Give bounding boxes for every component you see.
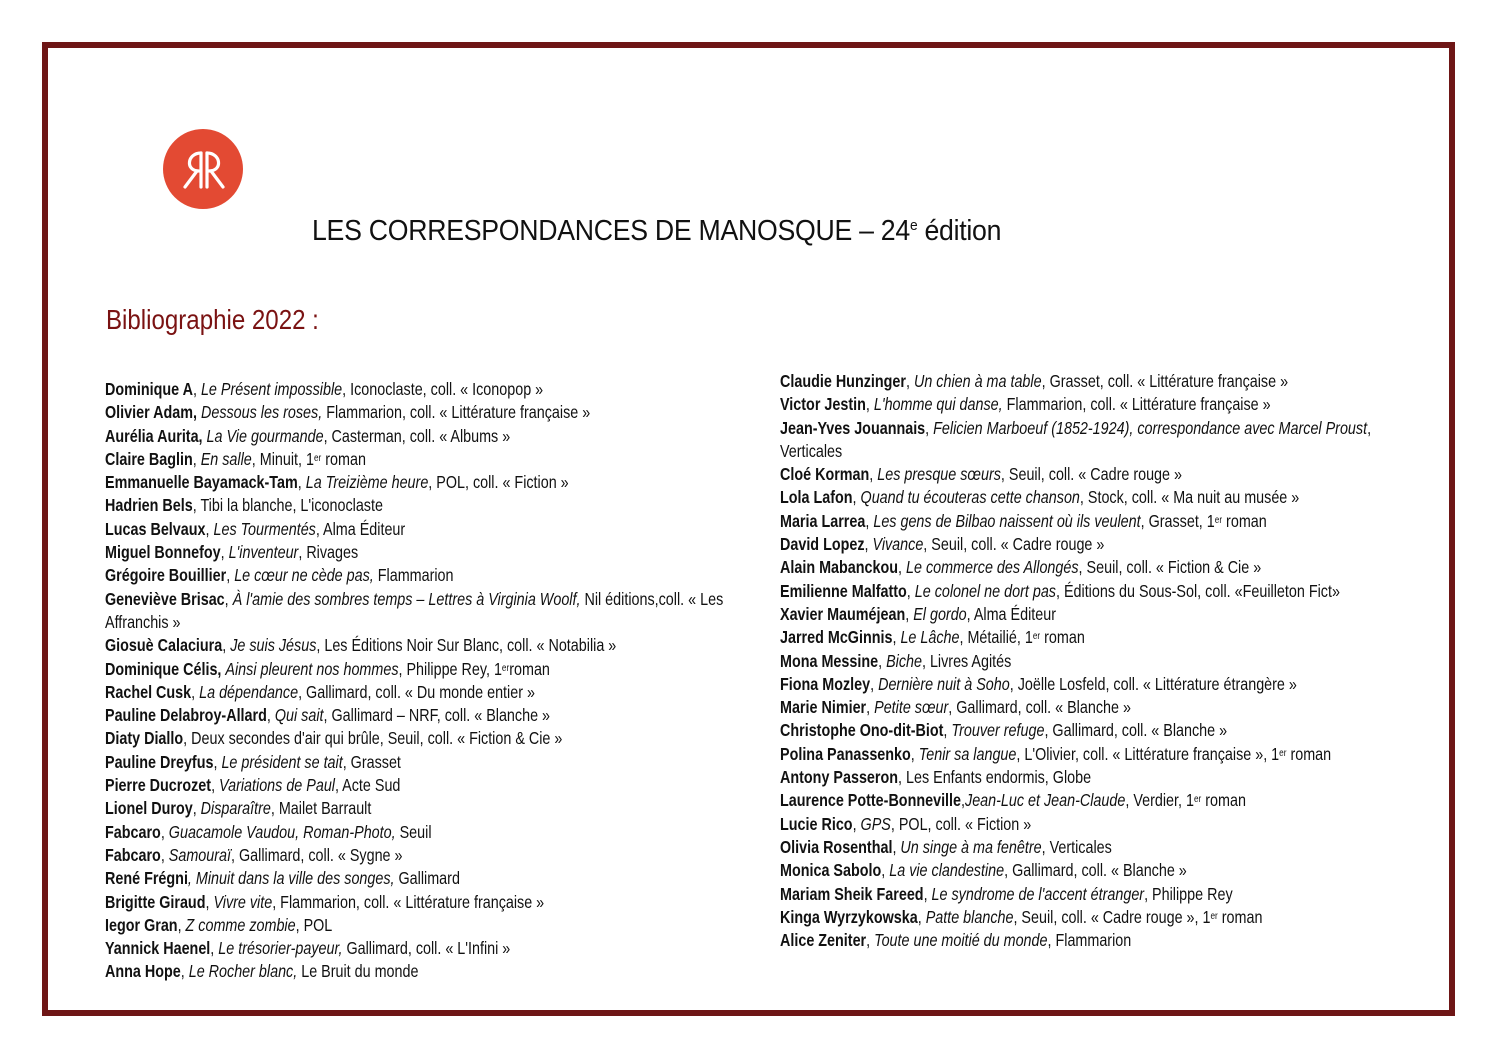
entry-author: René Frégni (105, 868, 188, 889)
bibliography-entry (105, 494, 630, 517)
entry-separator: , (213, 751, 222, 772)
entry-author: Alain Mabanckou (780, 557, 899, 578)
bibliography-entry (780, 883, 1338, 906)
bibliography-entry (105, 658, 630, 681)
entry-publisher: , Iconoclaste, coll. « Iconopop » (342, 379, 544, 399)
bibliography-entry (780, 836, 1338, 859)
entry-author: Xavier Mauméjean (780, 603, 906, 624)
entry-book-title: Disparaître (200, 798, 271, 819)
entry-author: Diaty Diallo (105, 728, 184, 749)
entry-author: Lola Lafon (780, 487, 853, 508)
entry-separator: , (910, 743, 919, 764)
entry-publisher: , Seuil, coll. « Cadre rouge », 1 (1013, 906, 1211, 927)
bibliography-entry (105, 844, 630, 867)
entry-publisher: , Éditions du Sous-Sol, coll. «Feuilleton Fict» (1055, 580, 1340, 601)
entry-publisher: , Verdier, 1 (1125, 790, 1194, 811)
entry-publisher: Deux secondes d'air qui brûle, Seuil, coll. « Fiction & Cie » (191, 728, 563, 749)
entry-separator: , (864, 534, 873, 555)
bibliography-entry (105, 774, 630, 797)
entry-book-title: Vivance (872, 534, 924, 555)
entry-separator: , (892, 836, 901, 857)
bibliography-entry (105, 914, 630, 937)
entry-separator: , (866, 930, 875, 951)
bibliography-entry (780, 789, 1338, 812)
entry-author: Laurence Potte-Bonneville (780, 790, 962, 811)
entry-separator: , (866, 697, 875, 718)
entry-publisher: , POL, coll. « Fiction » (428, 472, 569, 493)
bibliography-entry (780, 929, 1338, 952)
entry-author: Lionel Duroy (105, 798, 193, 819)
entry-book-title: Dernière nuit à Soho (878, 673, 1010, 694)
entry-superscript: er (313, 452, 322, 464)
entry-author: Fiona Mozley (780, 673, 871, 694)
entry-separator: , (852, 813, 861, 834)
entry-publisher: , Livres Agités (921, 650, 1012, 671)
entry-author: Yannick Haenel (105, 938, 211, 959)
entry-publisher: , Grasset (342, 751, 401, 772)
entry-publisher: Nil éditions,coll. « Les Affranchis » (105, 588, 724, 632)
entry-superscript: er (1210, 910, 1218, 922)
bibliography-entry (780, 743, 1338, 766)
entry-book-title: Petite sœur (874, 697, 949, 718)
entry-suffix: roman (1040, 627, 1085, 648)
entry-separator: , (905, 603, 914, 624)
entry-author: Anna Hope (105, 961, 181, 982)
entry-book-title: L'homme qui danse, (873, 394, 1003, 415)
entry-publisher: Flammarion, coll. « Littérature française » (322, 402, 591, 423)
entry-publisher: Flammarion, coll. « Littérature française » (1002, 394, 1271, 415)
page-title: LES CORRESPONDANCES DE MANOSQUE – 24e édition (312, 215, 1002, 247)
entry-author: Giosuè Calaciura (105, 635, 223, 656)
entry-book-title: Vivre vite (213, 891, 273, 912)
bibliography-entry (780, 463, 1338, 486)
entry-separator: , (943, 720, 952, 741)
entry-book-title: Le Présent impossible (200, 379, 343, 399)
entry-separator: , (180, 961, 189, 982)
entry-author: Fabcaro (105, 844, 161, 865)
entry-publisher: , Verticales (1041, 836, 1112, 857)
entry-book-title: Le colonel ne dort pas (914, 580, 1056, 601)
entry-separator: , (925, 417, 934, 438)
entry-book-title: Un chien à ma table (913, 371, 1042, 391)
entry-author: Olivia Rosenthal (780, 836, 893, 857)
bibliography-entry (105, 751, 630, 774)
bibliography-entry (105, 378, 630, 401)
bibliography-entry (105, 634, 630, 657)
entry-author: Miguel Bonnefoy (105, 542, 221, 563)
bibliography-entry (105, 518, 630, 541)
entry-book-title: Le Rocher blanc, (188, 961, 298, 982)
entry-publisher: , POL, coll. « Fiction » (890, 813, 1032, 834)
bibliography-right-column (780, 370, 1460, 952)
entry-author: Iegor Gran (105, 914, 178, 935)
entry-publisher: , L'Olivier, coll. « Littérature française », 1 (1016, 743, 1280, 764)
entry-author: Marie Nimier (780, 697, 867, 718)
entry-book-title: GPS (860, 813, 891, 834)
entry-publisher: , Joëlle Losfeld, coll. « Littérature étrangère » (1009, 673, 1297, 694)
entry-author: Brigitte Giraud (105, 891, 206, 912)
entry-book-title: Patte blanche (925, 906, 1014, 927)
entry-author: Claudie Hunzinger (780, 371, 906, 391)
entry-publisher: Tibi la blanche, L'iconoclaste (200, 495, 383, 516)
entry-publisher: Gallimard (394, 868, 460, 889)
entry-separator: , (222, 635, 231, 656)
entry-separator: , (205, 518, 214, 539)
entry-publisher: , Gallimard, coll. « Blanche » (948, 697, 1131, 718)
entry-suffix: roman (1201, 790, 1246, 811)
bibliography-entry (780, 696, 1338, 719)
entry-book-title: Dessous les roses, (200, 402, 323, 423)
entry-separator: , (205, 891, 214, 912)
bibliography-entry (780, 393, 1338, 416)
entry-separator: , (211, 775, 220, 796)
entry-separator: , (917, 906, 926, 927)
entry-book-title: Les Tourmentés (213, 518, 316, 539)
entry-book-title: Le commerce des Allongés (905, 557, 1079, 578)
entry-publisher: , Grasset, 1 (1140, 510, 1215, 531)
entry-suffix: roman (509, 658, 550, 679)
entry-separator: , (192, 448, 201, 469)
entry-publisher: , Grasset, coll. « Littérature française » (1041, 371, 1289, 391)
entry-author: Jean-Yves Jouannais (780, 417, 926, 438)
entry-book-title: Le président se tait (221, 751, 343, 772)
entry-publisher: , Philippe Rey (1144, 883, 1233, 904)
entry-publisher: , Gallimard, coll. « Du monde entier » (298, 681, 535, 702)
entry-publisher: , Seuil, coll. « Cadre rouge » (1000, 464, 1182, 485)
entry-author: Mariam Sheik Fareed (780, 883, 924, 904)
bibliography-left-column (105, 378, 745, 984)
entry-author: Emmanuelle Bayamack-Tam (105, 472, 298, 493)
entry-separator: , (881, 860, 890, 881)
bibliography-entry (780, 580, 1338, 603)
bibliography-entry (105, 891, 630, 914)
entry-separator: , (865, 394, 874, 415)
entry-author: Emilienne Malfatto (780, 580, 907, 601)
entry-publisher: , POL (295, 914, 333, 935)
entry-separator: , (192, 379, 201, 399)
entry-author: Mona Messine (780, 650, 879, 671)
bibliography-entry (780, 510, 1338, 533)
entry-separator: , (905, 371, 914, 391)
entry-separator: , (266, 705, 275, 726)
entry-separator: , (906, 580, 915, 601)
entry-author: Kinga Wyrzykowska (780, 906, 918, 927)
entry-publisher: , Les Éditions Noir Sur Blanc, coll. « Notabilia » (316, 635, 617, 656)
entry-author: Christophe Ono-dit-Biot (780, 720, 944, 741)
bibliography-entry (105, 564, 630, 587)
entry-author: Aurélia Aurita, (105, 425, 203, 446)
bibliography-entry (780, 859, 1338, 882)
bibliography-entry (780, 650, 1338, 673)
entry-publisher: Gallimard, coll. « L'Infini » (342, 938, 511, 959)
entry-publisher: , Flammarion (1047, 930, 1132, 951)
jr-monogram-logo (163, 129, 243, 209)
bibliography-entry (105, 867, 630, 890)
entry-book-title: La Vie gourmande (206, 425, 324, 446)
entry-author: Lucie Rico (780, 813, 853, 834)
entry-book-title: , Minuit dans la ville des songes, (187, 868, 395, 889)
bibliography-entry (780, 719, 1338, 742)
entry-author: Geneviève Brisac (105, 588, 225, 609)
entry-book-title: El gordo (913, 603, 967, 624)
entry-author: Lucas Belvaux (105, 518, 206, 539)
entry-book-title: Le cœur ne cède pas, (234, 565, 374, 586)
bibliography-entry (105, 471, 630, 494)
entry-book-title: Les presque sœurs (877, 464, 1001, 485)
entry-book-title: Jean-Luc et Jean-Claude (965, 790, 1126, 811)
entry-superscript: er (1279, 747, 1287, 759)
bibliography-entry (105, 425, 630, 448)
entry-author: Olivier Adam, (105, 402, 197, 423)
entry-author: Grégoire Bouillier (105, 565, 227, 586)
entry-separator: , (870, 673, 879, 694)
entry-publisher: Seuil (395, 821, 432, 842)
entry-author: Rachel Cusk (105, 681, 192, 702)
entry-author: Jarred McGinnis (780, 627, 893, 648)
bibliography-entry (105, 797, 630, 820)
bibliography-entry (105, 937, 630, 960)
bibliography-entry (105, 448, 630, 471)
entry-book-title: Qui sait (274, 705, 324, 726)
entry-book-title: Trouver refuge (951, 720, 1045, 741)
entry-author: Monica Sabolo (780, 860, 882, 881)
bibliography-entry (105, 704, 630, 727)
entry-publisher: , Mailet Barrault (270, 798, 372, 819)
bibliography-entry (780, 370, 1338, 393)
entry-suffix: roman (1222, 510, 1267, 531)
entry-author: Polina Panassenko (780, 743, 911, 764)
entry-author: Alice Zeniter (780, 930, 867, 951)
entry-author: Dominique Célis, (105, 658, 222, 679)
bibliography-entry (105, 681, 630, 704)
entry-book-title: Felicien Marboeuf (1852-1924), correspondance avec Marcel Proust (933, 417, 1368, 438)
entry-publisher: , Gallimard – NRF, coll. « Blanche » (323, 705, 551, 726)
entry-author: Dominique A (105, 379, 193, 399)
entry-book-title: Quand tu écouteras cette chanson (860, 487, 1080, 508)
entry-publisher: Les Enfants endormis, Globe (906, 767, 1092, 788)
logo-glyph-icon (163, 129, 243, 209)
entry-publisher: , Stock, coll. « Ma nuit au musée » (1079, 487, 1300, 508)
entry-author: Pauline Dreyfus (105, 751, 214, 772)
entry-separator: , (177, 914, 186, 935)
entry-author: Maria Larrea (780, 510, 866, 531)
entry-book-title: Un singe à ma fenêtre (900, 836, 1042, 857)
entry-suffix: roman (1286, 743, 1332, 764)
entry-suffix: roman (321, 448, 366, 469)
entry-publisher: , Casterman, coll. « Albums » (323, 425, 511, 446)
entry-publisher: , Gallimard, coll. « Blanche » (1044, 720, 1228, 741)
entry-book-title: La vie clandestine (889, 860, 1005, 881)
entry-book-title: Le trésorier-payeur, (218, 938, 343, 959)
entry-author: Cloé Korman (780, 464, 870, 485)
entry-publisher: , Verticales (780, 417, 1372, 461)
entry-book-title: Tenir sa langue (918, 743, 1017, 764)
bibliography-entry (780, 486, 1338, 509)
entry-book-title: En salle (200, 448, 252, 469)
bibliography-entry (105, 821, 630, 844)
entry-separator: , (220, 542, 229, 563)
entry-superscript: er (1214, 514, 1223, 526)
entry-publisher: Flammarion (373, 565, 454, 586)
entry-author: Victor Jestin (780, 394, 866, 415)
bibliography-heading: Bibliographie 2022 : (106, 304, 319, 335)
entry-publisher: , Rivages (298, 542, 359, 563)
entry-publisher: , Philippe Rey, 1 (398, 658, 502, 679)
entry-separator: , (869, 464, 878, 485)
bibliography-entry (105, 588, 761, 635)
bibliography-entry (780, 766, 1338, 789)
entry-publisher: , Seuil, coll. « Fiction & Cie » (1078, 557, 1262, 578)
entry-book-title: Biche (886, 650, 922, 671)
entry-publisher: , Acte Sud (334, 775, 401, 796)
entry-book-title: L'inventeur (228, 542, 299, 563)
entry-author: Pierre Ducrozet (105, 775, 212, 796)
entry-author: Pauline Delabroy-Allard (105, 705, 267, 726)
entry-publisher: , Gallimard, coll. « Sygne » (231, 844, 403, 865)
bibliography-entry (780, 417, 1436, 464)
entry-book-title: Guacamole Vaudou, Roman-Photo, (168, 821, 396, 842)
entry-book-title: Les gens de Bilbao naissent où ils veulent (873, 510, 1141, 531)
entry-publisher: , Gallimard, coll. « Blanche » (1004, 860, 1187, 881)
entry-book-title: Le Lâche (900, 627, 960, 648)
entry-book-title: Le syndrome de l'accent étranger (931, 883, 1145, 904)
bibliography-entry (105, 541, 630, 564)
entry-book-title: Toute une moitié du monde (874, 930, 1048, 951)
bibliography-entry (780, 603, 1338, 626)
entry-separator: , (865, 510, 874, 531)
entry-separator: , (160, 821, 169, 842)
entry-separator: , (210, 938, 219, 959)
entry-separator: , (192, 798, 201, 819)
entry-superscript: er (501, 662, 510, 674)
entry-book-title: Je suis Jésus (230, 635, 317, 656)
entry-book-title: La Treizième heure (305, 472, 429, 493)
entry-separator: , (224, 588, 233, 609)
entry-book-title: Ainsi pleurent nos hommes (225, 658, 399, 679)
entry-separator: , (898, 557, 906, 578)
entry-publisher: , Seuil, coll. « Cadre rouge » (923, 534, 1105, 555)
entry-separator: , (961, 790, 966, 811)
entry-separator: , (923, 883, 932, 904)
entry-separator: , (226, 565, 235, 586)
entry-publisher: , Alma Éditeur (966, 603, 1057, 624)
entry-author: David Lopez (780, 534, 865, 555)
entry-separator: , (297, 472, 306, 493)
entry-book-title: Variations de Paul (219, 775, 335, 796)
entry-separator: , (183, 728, 192, 749)
bibliography-entry (780, 626, 1338, 649)
entry-publisher: , Alma Éditeur (315, 518, 406, 539)
entry-separator: , (160, 844, 169, 865)
bibliography-entry (105, 960, 630, 983)
entry-superscript: er (1193, 794, 1202, 806)
entry-book-title: Z comme zombie (185, 914, 296, 935)
entry-separator: , (892, 627, 901, 648)
bibliography-entry (105, 727, 630, 750)
entry-book-title: À l'amie des sombres temps – Lettres à Virginia Woolf, (232, 588, 581, 609)
entry-superscript: er (1032, 631, 1041, 643)
entry-suffix: roman (1217, 906, 1263, 927)
entry-separator: , (878, 650, 887, 671)
entry-author: Claire Baglin (105, 448, 193, 469)
bibliography-entry (780, 813, 1338, 836)
bibliography-entry (780, 533, 1338, 556)
bibliography-entry (780, 906, 1338, 929)
entry-author: Antony Passeron (780, 767, 899, 788)
entry-separator: , (898, 767, 907, 788)
bibliography-entry (780, 556, 1338, 579)
entry-book-title: La dépendance (199, 681, 299, 702)
entry-separator: , (852, 487, 861, 508)
entry-publisher: , Minuit, 1 (251, 448, 314, 469)
bibliography-entry (105, 401, 630, 424)
entry-publisher: Le Bruit du monde (297, 961, 419, 982)
entry-publisher: , Flammarion, coll. « Littérature française » (272, 891, 545, 912)
bibliography-entry (780, 673, 1338, 696)
entry-author: Fabcaro (105, 821, 161, 842)
entry-author: Hadrien Bels (105, 495, 193, 516)
entry-separator: , (192, 495, 201, 516)
entry-publisher: , Métailié, 1 (959, 627, 1033, 648)
entry-book-title: Samouraï (168, 844, 232, 865)
entry-separator: , (191, 681, 200, 702)
